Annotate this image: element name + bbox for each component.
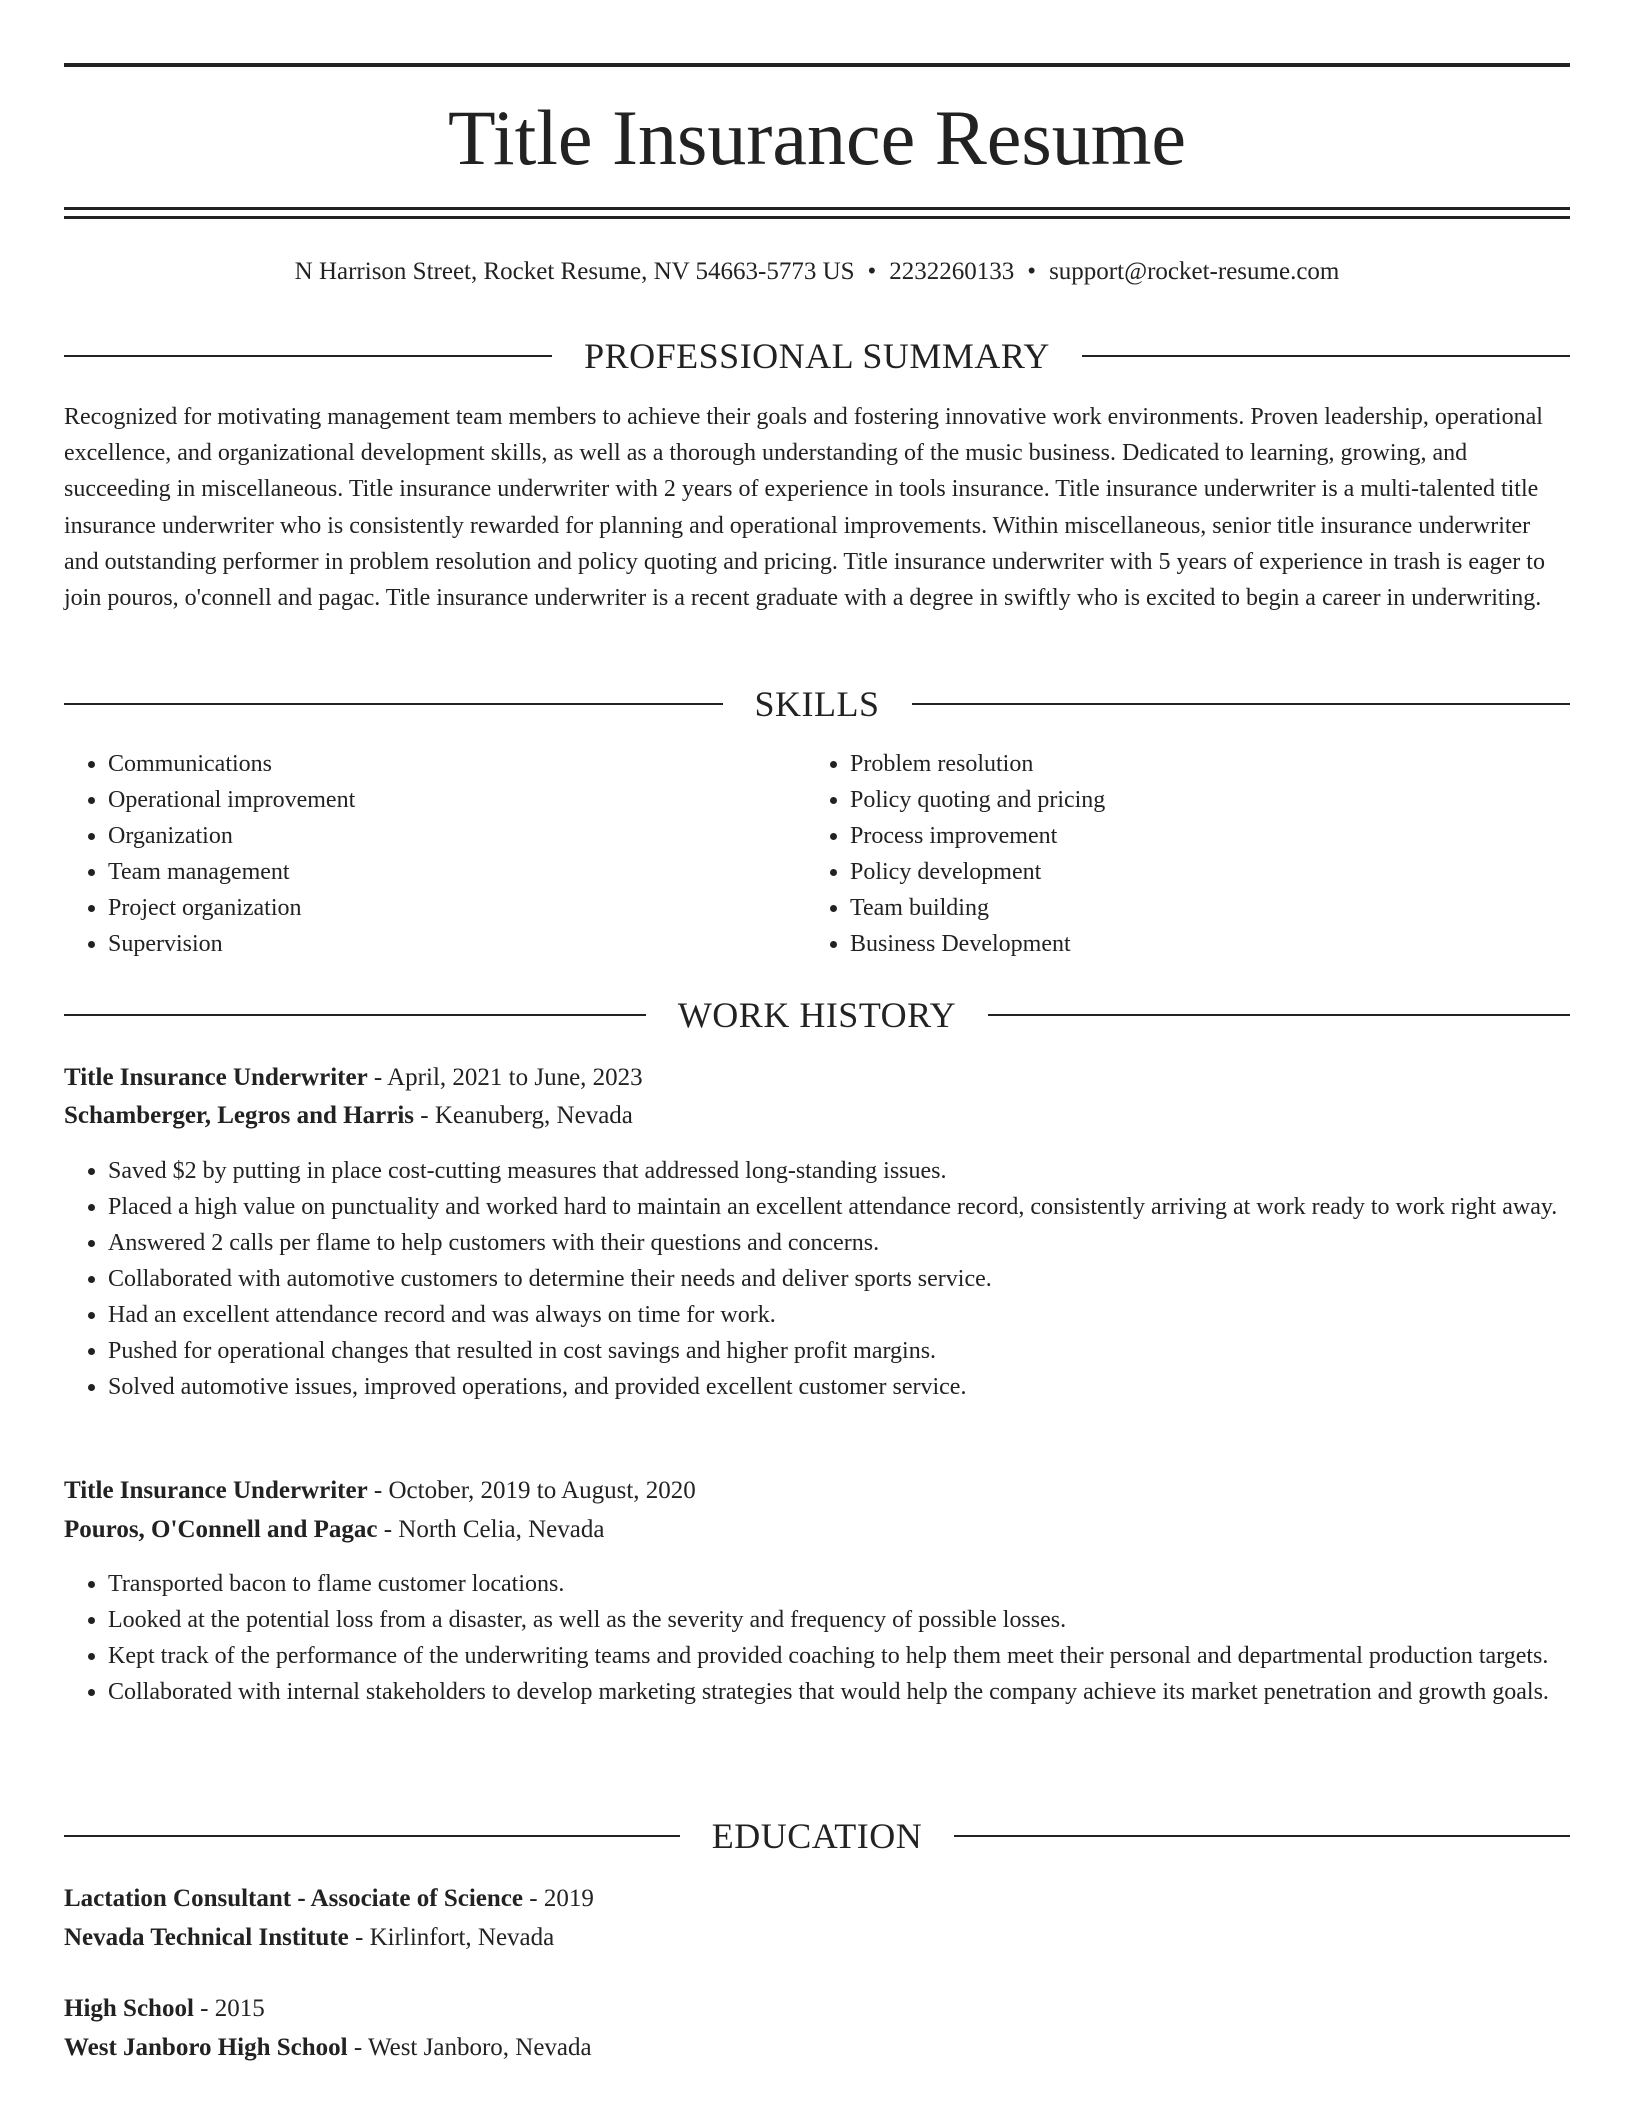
degree-line [64, 1880, 1570, 1918]
job-title: Title Insurance Underwriter [64, 1064, 368, 1091]
school-location: - West Janboro, Nevada [347, 2034, 592, 2061]
job-duty: • Looked at the potential loss from a disaster, as well as the severity and frequency of possible losses. [108, 1602, 1570, 1638]
heading-rule-right [1082, 355, 1570, 357]
school-name: Nevada Technical Institute [64, 1924, 349, 1951]
heading-rule-left [64, 355, 552, 357]
job-duty: • Had an excellent attendance record and was always on time for work. [108, 1297, 1570, 1333]
job-duty: • Transported bacon to flame customer locations. [108, 1566, 1570, 1602]
degree-name: Lactation Consultant - Associate of Science [64, 1885, 523, 1912]
job-company: Schamberger, Legros and Harris [64, 1102, 414, 1129]
skills-heading [64, 684, 1570, 724]
work-history-heading-label: WORK HISTORY [677, 995, 957, 1035]
degree-year: - 2019 [523, 1885, 594, 1912]
summary-text: Recognized for motivating management team members to achieve their goals and fostering innovative work environments. Proven leadership, operational excellence, and organizational development skills, as well as a thorough understanding of the music business. Dedicated to learning, growing, and succeeding in miscellaneous. Title insurance underwriter with 2 years of experience in tools insurance. Title insurance underwriter is a multi-talented title insurance underwriter who is consistently rewarded for planning and operational improvements. Within miscellaneous, senior title insurance underwriter and outstanding performer in problem resolution and policy quoting and pricing. Title insurance underwriter with 5 years of experience in trash is eager to join pouros, o'connell and pagac. Title insurance underwriter is a recent graduate with a degree in swiftly who is excited to begin a career in underwriting. [64, 404, 1545, 612]
skill-item: • Problem resolution [850, 746, 1550, 782]
header-divider-lower [64, 216, 1570, 219]
heading-rule-left [64, 703, 723, 705]
job-company-line [64, 1097, 1570, 1135]
header-divider-upper [64, 207, 1570, 210]
job-duty: • Saved $2 by putting in place cost-cutting measures that addressed long-standing issues. [108, 1153, 1570, 1189]
job-dates: - April, 2021 to June, 2023 [367, 1064, 643, 1091]
heading-rule-left [64, 1835, 680, 1837]
top-rule [64, 63, 1570, 67]
school-name: West Janboro High School [64, 2034, 348, 2061]
contact-address: N Harrison Street, Rocket Resume, NV 54663-5773 US [294, 258, 855, 285]
job-duty: • Pushed for operational changes that resulted in cost savings and higher profit margins. [108, 1333, 1570, 1369]
heading-rule-right [954, 1835, 1570, 1837]
skill-item: • Team building [850, 890, 1550, 926]
job-title-line [64, 1472, 1570, 1510]
contact-email: support@rocket-resume.com [1049, 258, 1340, 285]
heading-rule-right [988, 1014, 1570, 1016]
job-duty: • Answered 2 calls per flame to help customers with their questions and concerns. [108, 1225, 1570, 1261]
contact-separator: • [867, 258, 877, 285]
school-line [64, 1919, 1570, 1957]
heading-rule-left [64, 1014, 646, 1016]
skills-list-right [806, 746, 1550, 962]
job-location: - Keanuberg, Nevada [414, 1102, 633, 1129]
job-company: Pouros, O'Connell and Pagac [64, 1516, 378, 1543]
job-company-line [64, 1511, 1570, 1549]
degree-name: High School [64, 1995, 194, 2022]
summary-heading-label: PROFESSIONAL SUMMARY [584, 336, 1050, 376]
job-duty: • Solved automotive issues, improved operations, and provided excellent customer service. [108, 1369, 1570, 1405]
job-duty: • Kept track of the performance of the underwriting teams and provided coaching to help them meet their personal and departmental production targets. [108, 1638, 1570, 1674]
page-title: Title Insurance Resume [448, 94, 1186, 181]
skills-heading-label: SKILLS [754, 684, 880, 724]
job-duties-list [64, 1566, 1570, 1710]
job-duty: • Collaborated with automotive customers to determine their needs and deliver sports service. [108, 1261, 1570, 1297]
skill-item: • Supervision [108, 926, 808, 962]
contact-separator: • [1027, 258, 1037, 285]
skills-list-left [64, 746, 808, 962]
contact-phone: 2232260133 [889, 258, 1015, 285]
job-title-line [64, 1059, 1570, 1097]
skill-item: • Policy development [850, 854, 1550, 890]
skill-item: • Project organization [108, 890, 808, 926]
education-heading-label: EDUCATION [711, 1816, 923, 1856]
skill-item: • Communications [108, 746, 808, 782]
skill-item: • Process improvement [850, 818, 1550, 854]
degree-year: - 2015 [193, 1995, 265, 2022]
heading-rule-right [912, 703, 1571, 705]
job-duty: • Collaborated with internal stakeholders to develop marketing strategies that would help the company achieve its market penetration and growth goals. [108, 1674, 1570, 1710]
job-duty: • Placed a high value on punctuality and worked hard to maintain an excellent attendance record, consistently arriving at work ready to work right away. [108, 1189, 1570, 1225]
school-line [64, 2029, 1570, 2067]
summary-heading [64, 336, 1570, 376]
work-history-heading [64, 995, 1570, 1035]
skill-item: • Team management [108, 854, 808, 890]
skill-item: • Organization [108, 818, 808, 854]
school-location: - Kirlinfort, Nevada [348, 1924, 555, 1951]
skill-item: • Operational improvement [108, 782, 808, 818]
job-title: Title Insurance Underwriter [64, 1477, 368, 1504]
contact-line [64, 254, 1570, 290]
degree-line [64, 1990, 1570, 2028]
job-dates: - October, 2019 to August, 2020 [367, 1477, 696, 1504]
skill-item: • Business Development [850, 926, 1550, 962]
skill-item: • Policy quoting and pricing [850, 782, 1550, 818]
job-location: - North Celia, Nevada [377, 1516, 605, 1543]
education-heading [64, 1816, 1570, 1856]
job-duties-list [64, 1153, 1570, 1405]
